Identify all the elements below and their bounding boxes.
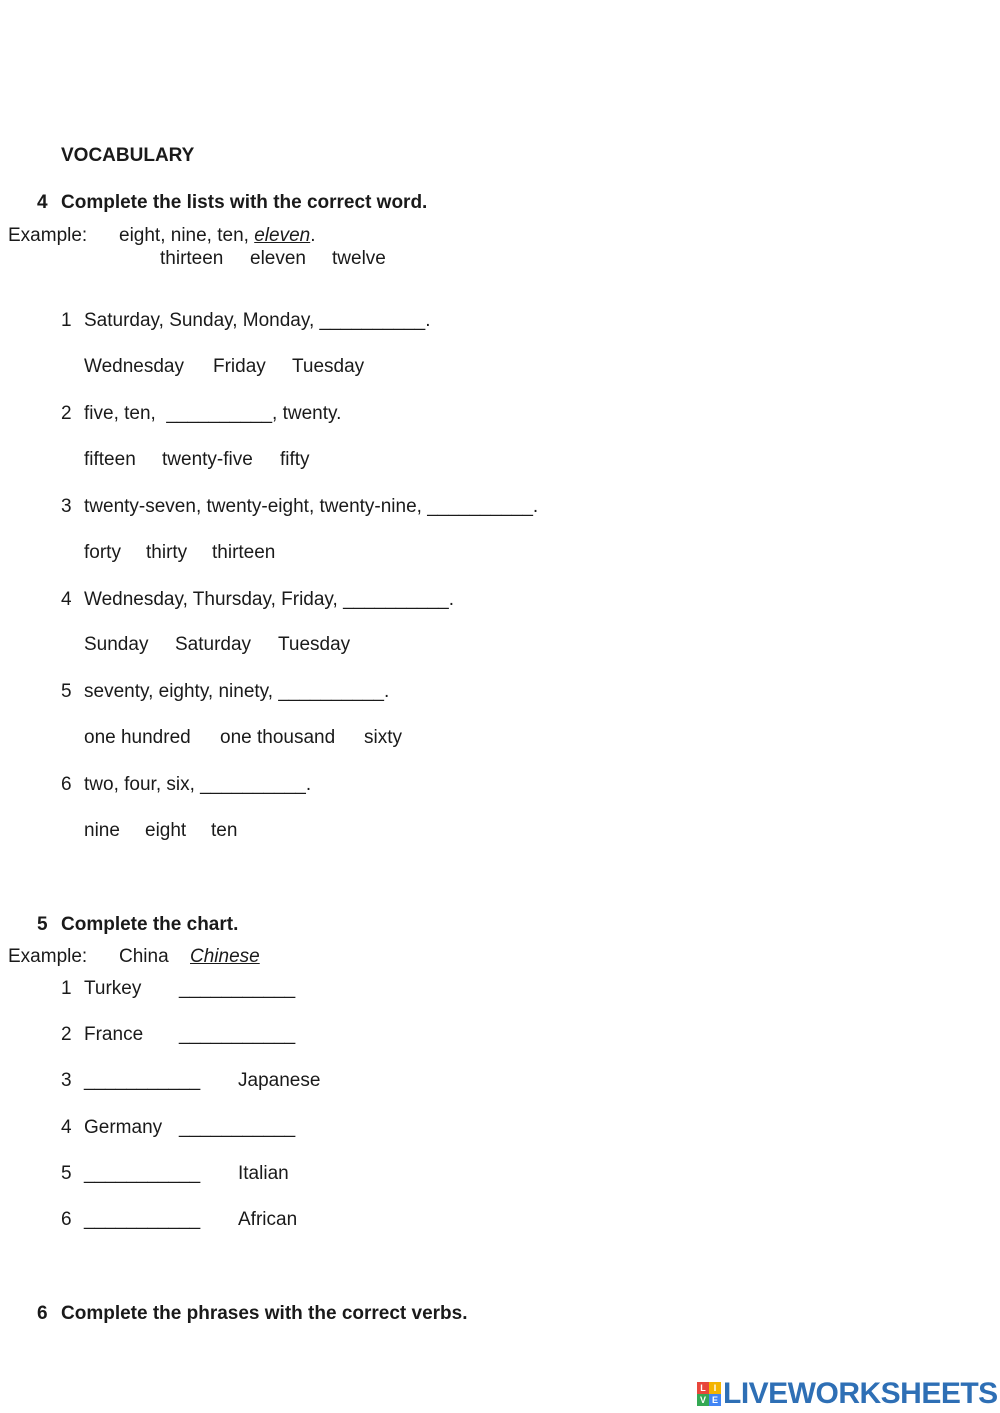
word-option[interactable]: one hundred	[84, 727, 191, 748]
list-item-text[interactable]: seventy, eighty, ninety, __________.	[84, 681, 390, 702]
logo-letter: I	[709, 1382, 721, 1394]
item-number: 4	[61, 1117, 72, 1138]
word-option[interactable]: Saturday	[175, 634, 252, 655]
item-number: 5	[61, 681, 72, 702]
chart-blank[interactable]: ___________	[84, 1209, 201, 1230]
chart-country: France	[84, 1024, 144, 1045]
example-text: eight, nine, ten,	[119, 225, 249, 246]
word-option[interactable]: fifty	[280, 449, 310, 470]
word-option[interactable]: thirteen	[212, 542, 276, 563]
chart-blank[interactable]: ___________	[84, 1070, 201, 1091]
item-number: 1	[61, 978, 72, 999]
example-end: .	[310, 225, 316, 246]
item-number: 5	[61, 1163, 72, 1184]
item-number: 2	[61, 1024, 72, 1045]
item-number: 2	[61, 403, 72, 424]
section-4-instruction: Complete the lists with the correct word.	[61, 192, 428, 213]
word-option[interactable]: Sunday	[84, 634, 149, 655]
section-4-number: 4	[37, 192, 48, 213]
word-option[interactable]: Wednesday	[84, 356, 184, 377]
example-option: twelve	[332, 248, 386, 269]
list-item-text[interactable]: Wednesday, Thursday, Friday, __________.	[84, 589, 455, 610]
item-number: 4	[61, 589, 72, 610]
item-number: 3	[61, 496, 72, 517]
chart-blank[interactable]: ___________	[84, 1163, 201, 1184]
liveworksheets-logo[interactable]	[697, 1379, 998, 1409]
section-5-example-label: Example:	[8, 946, 88, 967]
chart-nationality: Japanese	[238, 1070, 321, 1091]
word-option[interactable]: fifteen	[84, 449, 136, 470]
word-option[interactable]: one thousand	[220, 727, 336, 748]
word-option[interactable]: eight	[145, 820, 187, 841]
chart-nationality: Italian	[238, 1163, 289, 1184]
logo-text: LIVEWORKSHEETS	[723, 1377, 998, 1410]
section-6-instruction: Complete the phrases with the correct verbs.	[61, 1303, 468, 1324]
item-number: 6	[61, 1209, 72, 1230]
example-option: thirteen	[160, 248, 224, 269]
section-5-example-country: China	[119, 946, 169, 967]
word-option[interactable]: ten	[211, 820, 238, 841]
chart-blank[interactable]: ___________	[179, 1024, 296, 1045]
section-5-instruction: Complete the chart.	[61, 914, 239, 935]
word-option[interactable]: nine	[84, 820, 120, 841]
section-6-number: 6	[37, 1303, 48, 1324]
item-number: 3	[61, 1070, 72, 1091]
item-number: 1	[61, 310, 72, 331]
section-4-example-label: Example:	[8, 225, 88, 246]
word-option[interactable]: Tuesday	[278, 634, 351, 655]
word-option[interactable]: Tuesday	[292, 356, 365, 377]
list-item-text[interactable]: five, ten, __________, twenty.	[84, 403, 342, 424]
chart-country: Germany	[84, 1117, 163, 1138]
word-option[interactable]: forty	[84, 542, 121, 563]
example-option: eleven	[250, 248, 306, 269]
chart-country: Turkey	[84, 978, 142, 999]
word-option[interactable]: Friday	[213, 356, 266, 377]
section-5-number: 5	[37, 914, 48, 935]
word-option[interactable]: sixty	[364, 727, 402, 748]
example-answer: eleven	[254, 225, 311, 246]
list-item-text[interactable]: twenty-seven, twenty-eight, twenty-nine, __________.	[84, 496, 539, 517]
logo-letter: V	[697, 1394, 709, 1406]
chart-blank[interactable]: ___________	[179, 978, 296, 999]
logo-letter: E	[709, 1394, 721, 1406]
list-item-text[interactable]: Saturday, Sunday, Monday, __________.	[84, 310, 431, 331]
logo-mark-icon	[697, 1382, 721, 1406]
section-4-example	[119, 226, 316, 245]
chart-blank[interactable]: ___________	[179, 1117, 296, 1138]
page-title: VOCABULARY	[61, 145, 195, 166]
word-option[interactable]: thirty	[146, 542, 188, 563]
word-option[interactable]: twenty-five	[162, 449, 253, 470]
logo-letter: L	[697, 1382, 709, 1394]
list-item-text[interactable]: two, four, six, __________.	[84, 774, 312, 795]
item-number: 6	[61, 774, 72, 795]
chart-nationality: African	[238, 1209, 298, 1230]
section-5-example-answer: Chinese	[190, 946, 260, 967]
